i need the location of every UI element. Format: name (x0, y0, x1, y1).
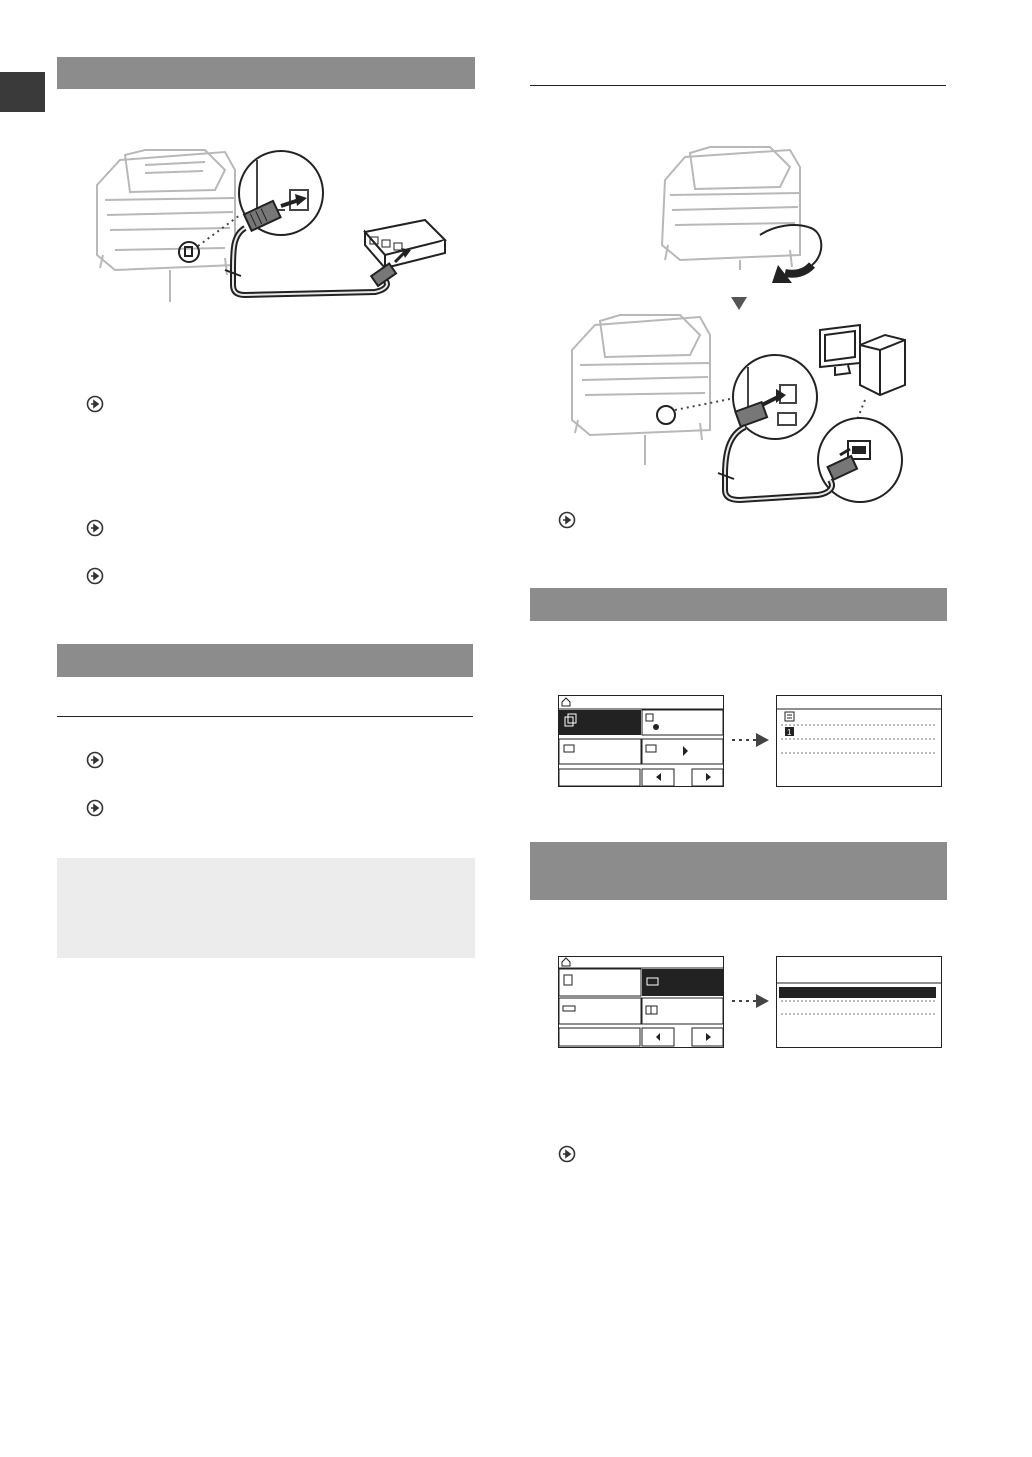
address-tile (642, 998, 723, 1024)
home-screen-panel (558, 695, 725, 788)
divider-rule (530, 85, 946, 86)
dotted-arrow-icon (730, 732, 770, 748)
section-header-bar-lan (57, 57, 475, 89)
selected-row (779, 987, 936, 998)
arrow-circle-icon[interactable] (558, 1145, 576, 1163)
settings-tile (642, 710, 723, 735)
svg-text:1: 1 (787, 728, 792, 737)
language-side-tab (0, 72, 45, 112)
usb-connection-illustration (550, 135, 920, 505)
menu-screen-panel (776, 695, 943, 788)
note-box (57, 858, 475, 958)
arrow-circle-icon[interactable] (558, 511, 576, 529)
printer-tile (642, 969, 723, 996)
arrow-circle-icon[interactable] (86, 567, 104, 585)
document-tile (559, 969, 641, 996)
arrow-circle-icon[interactable] (86, 751, 104, 769)
divider-rule (57, 716, 473, 717)
section-header-bar-screen-1 (530, 588, 947, 621)
arrow-circle-icon[interactable] (86, 395, 104, 413)
menu-screen-panel (776, 956, 943, 1049)
arrow-circle-icon[interactable] (86, 519, 104, 537)
lan-connection-illustration (85, 140, 465, 315)
arrow-circle-icon[interactable] (86, 799, 104, 817)
home-screen-panel (558, 956, 725, 1049)
section-header-bar-screen-2 (530, 842, 947, 900)
section-header-bar-2 (57, 644, 473, 677)
dotted-arrow-icon (730, 993, 770, 1009)
